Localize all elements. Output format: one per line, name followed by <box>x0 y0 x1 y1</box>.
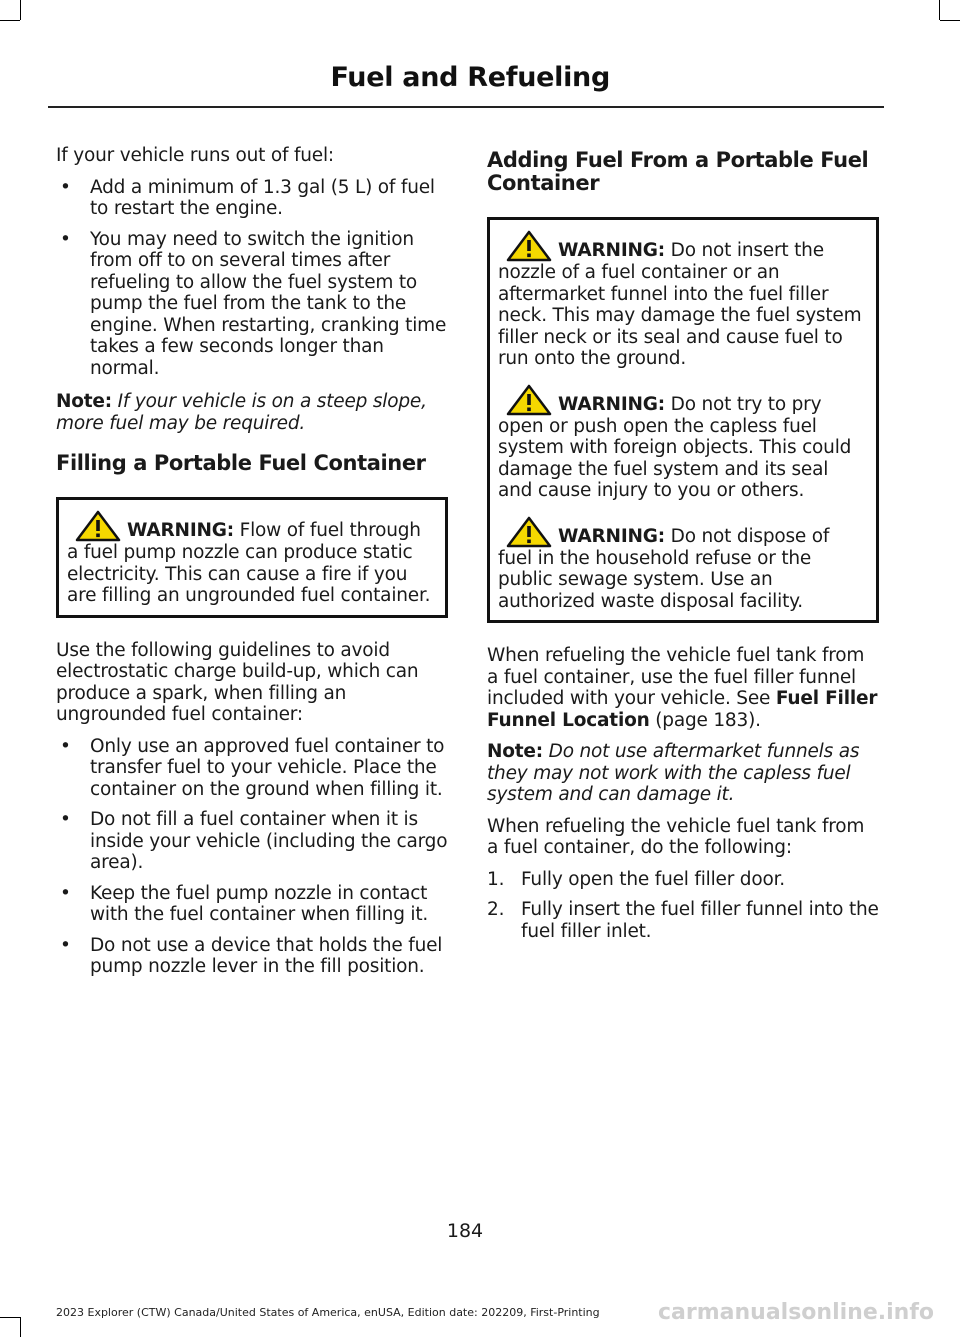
note-label: Note: <box>56 391 112 412</box>
warning-text: Flow of fuel through a fuel pump nozzle can produce static electricity. This can cause a fire if you are filling an ungrounded fuel container. <box>67 520 431 606</box>
list-item <box>487 899 879 942</box>
out-of-fuel-list <box>56 177 448 380</box>
crop-mark <box>20 1317 21 1337</box>
page-reference: (page 183). <box>649 709 761 731</box>
warning-label: WARNING: <box>558 240 665 261</box>
list-item: • Do not fill a fuel container when it is inside your vehicle (including the cargo area). <box>56 809 448 874</box>
list-item <box>487 869 879 891</box>
warning-triangle-icon <box>75 510 121 542</box>
warning <box>498 384 868 502</box>
warning <box>498 230 868 370</box>
footer-edition-info: 2023 Explorer (CTW) Canada/United States of America, enUSA, Edition date: 202209, First-Printing <box>56 1306 600 1319</box>
right-column <box>487 145 879 954</box>
warning-label: WARNING: <box>558 393 665 415</box>
note-text: If your vehicle is on a steep slope, more fuel may be required. <box>56 391 427 434</box>
step-text: Fully open the fuel filler door. <box>521 868 785 890</box>
note-text: Do not use aftermarket funnels as they may not work with the capless fuel system and can damage it. <box>487 741 860 805</box>
warning-label: WARNING: <box>558 525 665 547</box>
list-item: • Keep the fuel pump nozzle in contact with the fuel container when filling it. <box>56 883 448 926</box>
list-item: • Do not use a device that holds the fuel pump nozzle lever in the fill position. <box>56 935 448 978</box>
warning <box>67 510 437 607</box>
warning-label: WARNING: <box>127 520 234 541</box>
note <box>56 391 448 434</box>
step-text: Fully insert the fuel filler funnel into the fuel filler inlet. <box>521 899 879 942</box>
guidelines-list <box>56 736 448 978</box>
section-heading: Adding Fuel From a Portable Fuel Container <box>487 148 869 195</box>
list-item: • Only use an approved fuel container to transfer fuel to your vehicle. Place the container on the ground when filling it. <box>56 736 448 801</box>
crop-mark <box>20 0 21 20</box>
warning-triangle-icon <box>506 230 552 262</box>
warning-triangle-icon <box>506 384 552 416</box>
crop-mark <box>939 0 940 20</box>
watermark: carmanualsonline.info <box>658 1300 934 1325</box>
out-of-fuel-intro: If your vehicle runs out of fuel: <box>56 145 334 166</box>
warning-text: Do not try to pry open or push open the capless fuel system with foreign objects. This could damage the fuel system and its seal and cause injury to you or others. <box>498 393 852 501</box>
step-number: 2. <box>487 899 505 920</box>
crop-mark <box>0 20 20 21</box>
warning-text: Do not dispose of fuel in the household refuse or the public sewage system. Use an authorized waste disposal facility. <box>498 525 830 612</box>
crop-mark <box>0 1317 20 1318</box>
note <box>487 741 879 806</box>
warning-triangle-icon <box>506 516 552 548</box>
procedure-steps <box>487 869 879 943</box>
procedure-intro: When refueling the vehicle fuel tank from a fuel container, do the following: <box>487 815 865 858</box>
section-heading: Filling a Portable Fuel Container <box>56 451 426 475</box>
warning-text: Do not insert the nozzle of a fuel container or an aftermarket funnel into the fuel filler neck. This may damage the fuel system filler neck or its seal and cause fuel to run onto the ground. <box>498 240 862 369</box>
page-number: 184 <box>446 1220 484 1242</box>
step-number: 1. <box>487 868 505 890</box>
page-title: Fuel and Refueling <box>330 62 610 93</box>
note-label: Note: <box>487 741 543 762</box>
list-item: • You may need to switch the ignition from off to on several times after refueling to allow the fuel system to pump the fuel from the tank to the engine. When restarting, cranking time takes a few seconds longer than normal. <box>56 229 448 380</box>
list-item: • Add a minimum of 1.3 gal (5 L) of fuel to restart the engine. <box>56 177 448 220</box>
warning-box <box>56 497 448 618</box>
warning-box <box>487 217 879 623</box>
warning <box>498 516 868 613</box>
left-column <box>56 145 448 990</box>
funnel-paragraph <box>487 645 879 731</box>
cross-reference-link[interactable]: Fuel Filler Funnel Location <box>487 688 878 731</box>
funnel-paragraph-text: When refueling the vehicle fuel tank from a fuel container, use the fuel filler funnel included with your vehicle. See <box>487 645 865 709</box>
guidelines-intro: Use the following guidelines to avoid electrostatic charge build-up, which can produce a spark, when filling an ungrounded fuel container: <box>56 639 419 725</box>
crop-mark <box>940 20 960 21</box>
header-divider <box>48 106 884 108</box>
